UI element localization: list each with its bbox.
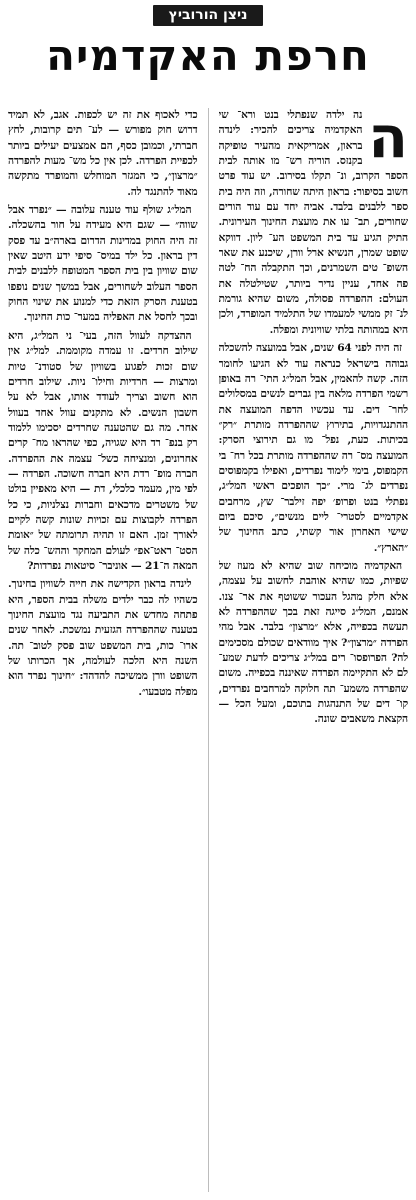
paragraph: ההצדקה לעוול הזה, בעי־ ני המל״ג, היא שילוב חרדים. זו עמדה מקוממת. למל״ג אין שום זכות לפגוע בשוויון של סטודנ־ טיות ומרצות — חרדיות וחילו־ ניות. שילוב חרדים הוא חשוב וצריך לעודד אותו, אבל לא על חשבון הנשים. לא מתקנים עוול אחד בעוול אחר. מה גם שהטענה שחרדים יסכימו ללמוד רק בנפ־ רד היא שגויה, כפי שהראו מח־ קרים אחרונים, ומנציחה כשל־ עצמה את ההפרדה. חברה מופ־ רדת היא חברה חשוכה. הפרדה — לפי מין, מעמד כלכלי, דת — היא מאפיין בולט של משטרים מדכאים וחברות נצלניות, כי כל הפרדה לקבוצות עם זכויות שונות קשה לקיים לאורך זמן. האם זו תהיה תרומתה של ״אומת הסט־ ראט־אפ״ לעולם המחקר וההש־ כלה של המאה ה־21 — אוניבר־ סיטאות נפרדות? bbox=[8, 329, 198, 572]
paragraph: המל״ג שולף עוד טענה עלובה — ״נפרד אבל שווה״ — שגם היא מעידה על חור בהשכלה. זה היה החוק במדינות הדרום בארה״ב עד פסק דין בראון. כל ילד במיס־ סיפי ידע היטב שאין שום שוויון בין בית הספר המטופח ללבנים לבית הספר העלוב לשחורים, אבל במשך שנים נופפו בטענת הסרק הזאת כדי למנוע את שינוי החוק ובכך לחסל את האפליה במער־ כות החינוך. bbox=[8, 204, 198, 324]
article-body bbox=[8, 108, 408, 1192]
column-divider bbox=[208, 108, 209, 1192]
paragraph: לינדה בראון הקדישה את חייה לשוויון בחינוך. כשהיו לה כבר ילדים משלה בבית הספר, היא פתחה מחדש את התביעה נגד מועצת החינוך בטענה שההפרדה הגזעית נמשכת. לאחר שנים ארו־ כות, בית המשפט שוב פסק לטוב־ תה. השנה היא הלכה לעולמה, אך הכרותו של השופט וורן ממשיכה להדהד: ״חינוך נפרד הוא מפלה מטבעו״. bbox=[8, 578, 198, 698]
paragraph: כדי לאכוף את זה יש לכפות. אגב, לא תמיד דרוש חוק מפורש — לע־ תים קרובות, לחץ חברתי, וכמובן כסף, הם אמצעים יעילים ביותר לכפיית הפרדה. לכן אין כל מש־ מעות להפרדה ״מרצון״, כי המגזר המוחלש והמופרד מתקשה מאוד להתנגד לה. bbox=[8, 109, 198, 198]
column-left bbox=[8, 108, 198, 1192]
byline bbox=[6, 4, 410, 26]
paragraph: נה ילדה שנפתלי בנט ורא־ שי האקדמיה צריכים להכיר: לינדה בראון, אמריקאית מהעיר טופיקה בקנזס. הוריה רש־ מו אותה לבית הספר הקרוב, ונ־ תקלו בסירוב. יש עוד פרט חשוב בסיפור: בראון היתה שחורה, וזה היה בית ספר ללבנים בלבד. אביה יחד עם עוד הורים שחורים, תב־ עו את מועצת החינוך העירונית. התיק הגיע עד בית המשפט הע־ ליון. דווקא שופט שמרן, הנשיא ארל וורן, שיכנע את שאר השופ־ טים השמרנים, וכך התקבלה הח־ לטה פה אחד, עניין נדיר ביותר, שטילטלה את העולם: ההפרדה פסולה, משום שהיא גורמת לנ־ זק ממשי למעמדו של התלמיד המופרד, ולכן היא במהותה בלתי שוויונית ומפלה. bbox=[218, 109, 408, 336]
headline: חרפת האקדמיה bbox=[46, 31, 370, 80]
column-right bbox=[219, 108, 409, 1192]
paragraph: האקדמיה מוכיחה שוב שהיא לא מעוז של שפיות, כמו שהיא אוהבת לחשוב על עצמה, אלא חלק מהגל העכור ששוטף את אר־ צנו. אמנם, המל״ג סייגה זאת בכך שההפרדה לא תעשה בכפייה, אלא ״מרצון״ בלבד. אבל מהי הפרדה ״מרצון״? איך מוודאים שכולם מסכימים לה? הפרופסו־ רים במל״ג צריכים לדעת שמע־ לם לא התקיימה הפרדה שאיננה בכפייה. משום שהפרדה משמע־ תה חלוקה למרחבים נפרדים, קו־ דים של התנהגות בתוכם, ומעל הכל — הקצאת משאבים שונה. bbox=[218, 559, 408, 726]
author-name: ניצן הורוביץ bbox=[153, 5, 264, 26]
paragraph: זה היה לפני 64 שנים, אבל במועצה להשכלה גבוהה בישראל כנראה עוד לא הגיעו לחומר הזה. קשה להאמין, אבל המל״ג התי־ רה באופן רשמי הפרדה מלאה בין גברים לנשים במסלולים לחר־ דים. עד עכשיו הדפה המועצה את ההתנגדויות, בתירוץ שההפרדה מותרת ״רק״ בכיתות. כעת, נפל־ מו גם תירוצי הסרק: המועצה מס־ רה שההפרדה מותרת בכל רח־ בי הקמפוס, בימי לימוד נפרדים, ואפילו בקמפוסים נפרדים לג־ מרי. ״כך הופכים ראשי המל״ג, נפתלי בנט ופרופ׳ יפה זילבר־ שץ, מרחבים אקדמיים לסטרי־ ליים מנשים״, סיכם ביום שישי האחרון אור קשתי, כתב החינוך של ״הארץ״. bbox=[218, 342, 408, 554]
drop-cap: ה bbox=[368, 108, 408, 171]
